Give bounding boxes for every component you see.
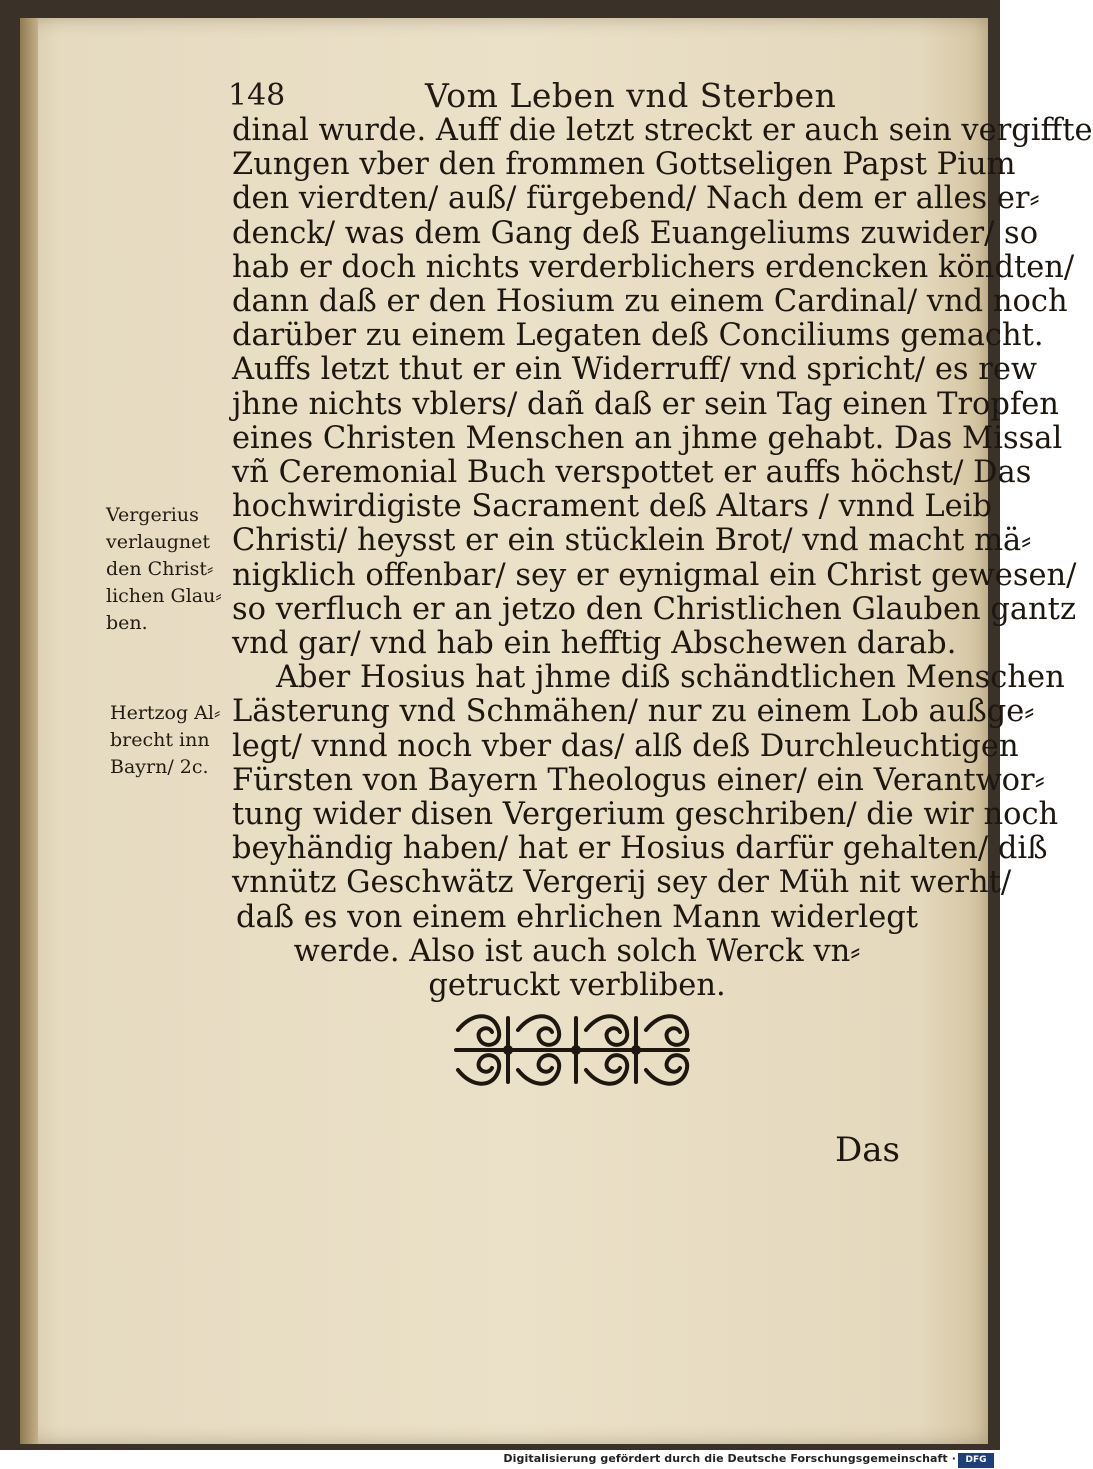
text-line: legt/ vnnd noch vber das/ alß deß Durchleuchtigen (232, 728, 1019, 764)
tapered-ending (232, 865, 1012, 1004)
text-line: jhne nichts vblers/ dañ daß er sein Tag einen Tropfen (232, 386, 1059, 422)
text-line: Fürsten von Bayern Theologus einer/ ein Verantwor⸗ (232, 762, 1045, 798)
text-line: Christi/ heysst er ein stücklein Brot/ vnd macht mä⸗ (232, 523, 1032, 559)
text-line: getruckt verbliben. (428, 968, 726, 1004)
text-line: vnnütz Geschwätz Vergerij sey der Müh nit werht/ (232, 865, 1012, 901)
catchword: Das (835, 1130, 900, 1170)
margin-note-line: Vergerius (106, 504, 199, 526)
text-line: vnd gar/ vnd hab ein hefftig Abschewen darab. (232, 626, 957, 662)
text-line: werde. Also ist auch solch Werck vn⸗ (293, 933, 861, 969)
margin-note-line: ben. (106, 612, 148, 634)
text-line: denck/ was dem Gang deß Euangeliums zuwider/ so (232, 215, 1039, 251)
text-line: den vierdten/ auß/ fürgebend/ Nach dem er alles er⸗ (232, 181, 1040, 217)
text-line: eines Christen Menschen an jhme gehabt. Das Missal (232, 420, 1063, 456)
dfg-logo-icon: DFG (958, 1453, 994, 1468)
text-line: darüber zu einem Legaten deß Conciliums gemacht. (232, 318, 1044, 354)
margin-note-hertzog (110, 700, 220, 781)
digitization-credit-bar (0, 1450, 1000, 1469)
margin-note-line: brecht inn (110, 729, 210, 751)
text-line: dann daß er den Hosium zu einem Cardinal/ vnd noch (232, 284, 1068, 320)
text-line: daß es von einem ehrlichen Mann widerlegt (235, 899, 919, 935)
running-title: Vom Leben vnd Sterben (425, 76, 837, 115)
text-line: Auffs letzt thut er ein Widerruff/ vnd spricht/ es rew (232, 352, 1038, 388)
margin-note-line: lichen Glau⸗ (106, 585, 222, 607)
text-line: Lästerung vnd Schmähen/ nur zu einem Lob außge⸗ (232, 694, 1035, 730)
text-line: hochwirdigiste Sacrament deß Altars / vnnd Leib (232, 489, 992, 525)
margin-note-line: den Christ⸗ (106, 558, 214, 580)
text-line: nigklich offenbar/ sey er eynigmal ein Christ gewesen/ (232, 557, 1077, 593)
text-line: beyhändig haben/ hat er Hosius darfür gehalten/ diß (232, 831, 1048, 867)
margin-note-line: Hertzog Al⸗ (110, 702, 221, 724)
printers-ornament-icon (452, 1010, 692, 1090)
margin-note-vergerius (106, 502, 222, 637)
margin-note-line: verlaugnet (106, 531, 210, 553)
page-number: 148 (228, 78, 286, 113)
page-header (0, 78, 1000, 118)
text-line: vñ Ceremonial Buch verspottet er auffs höchst/ Das (232, 455, 1032, 491)
text-line: tung wider disen Vergerium geschriben/ die wir noch (232, 797, 1059, 833)
text-line: Aber Hosius hat jhme diß schändtlichen Menschen (276, 660, 1065, 696)
margin-note-line: Bayrn/ 2c. (110, 756, 209, 778)
text-line: Zungen vber den frommen Gottseligen Papst Pium (232, 147, 1016, 183)
main-text-block (232, 113, 1093, 1004)
credit-text: Digitalisierung gefördert durch die Deutsche Forschungsgemeinschaft · (503, 1452, 956, 1465)
text-line: dinal wurde. Auff die letzt streckt er auch sein vergiffte (232, 113, 1093, 148)
text-line: hab er doch nichts verderblichers erdencken köndten/ (232, 249, 1075, 285)
book-gutter (20, 18, 38, 1444)
text-line: so verfluch er an jetzo den Christlichen Glauben gantz (232, 591, 1077, 627)
